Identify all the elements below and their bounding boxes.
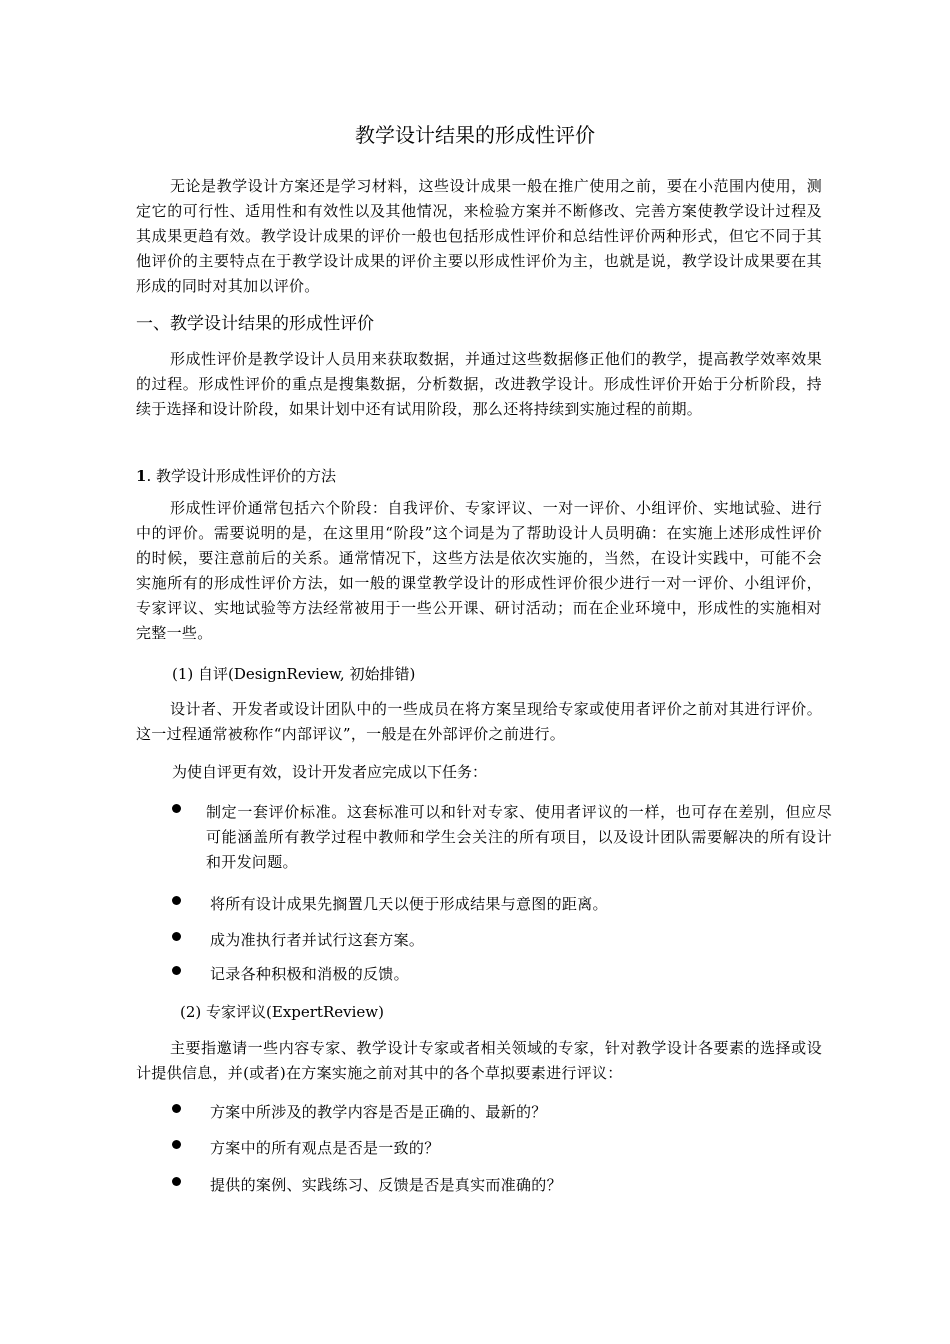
- bullet-icon: [172, 932, 181, 941]
- list-item: [172, 928, 832, 953]
- list-item-text: 方案中所涉及的教学内容是否是正确的、最新的？: [210, 1103, 547, 1121]
- item2-paragraph: 主要指邀请一些内容专家、教学设计专家或者相关领域的专家，针对教学设计各要素的选择或设计提供信息，并(或者)在方案实施之前对其中的各个草拟要素进行评议：: [136, 1039, 822, 1082]
- subsection-paragraph: 形成性评价通常包括六个阶段：自我评价、专家评议、一对一评价、小组评价、实地试验、进行中的评价。需要说明的是，在这里用“阶段”这个词是为了帮助设计人员明确：在实施上述形成性评价的时候，要注意前后的关系。通常情况下，这些方法是依次实施的，当然，在设计实践中，可能不会实施所有的形成性评价方法，如一般的课堂教学设计的形成性评价很少进行一对一评价、小组评价，专家评议、实地试验等方法经常被用于一些公开课、研讨活动；而在企业环境中，形成性的实施相对完整一些。: [136, 499, 822, 642]
- list-item: [172, 1100, 832, 1125]
- section-paragraph: 形成性评价是教学设计人员用来获取数据，并通过这些数据修正他们的教学，提高教学效率效果的过程。形成性评价的重点是搜集数据，分析数据，改进教学设计。形成性评价开始于分析阶段，持续于选择和设计阶段，如果计划中还有试用阶段，那么还将持续到实施过程的前期。: [136, 350, 822, 418]
- subsection-heading: [136, 464, 336, 488]
- list-item: [172, 1173, 832, 1198]
- subsection-heading-text: . 教学设计形成性评价的方法: [146, 467, 336, 485]
- item1-paragraph: 设计者、开发者或设计团队中的一些成员在将方案呈现给专家或使用者评价之前对其进行评价。这一过程通常被称作“内部评议”，一般是在外部评价之前进行。: [136, 700, 822, 743]
- list-item: [172, 1136, 832, 1161]
- bullet-icon: [172, 896, 181, 905]
- list-item: [172, 800, 832, 878]
- item1-lead: 为使自评更有效，设计开发者应完成以下任务：: [172, 763, 488, 781]
- list-item-text: 将所有设计成果先搁置几天以便于形成结果与意图的距离。: [210, 895, 608, 913]
- list-item: [172, 962, 832, 987]
- list-item-text: 提供的案例、实践练习、反馈是否是真实而准确的？: [210, 1176, 562, 1194]
- subsection-number: 1: [136, 467, 147, 485]
- list-item-text: 方案中的所有观点是否是一致的？: [210, 1139, 440, 1157]
- bullet-icon: [172, 1104, 181, 1113]
- bullet-icon: [172, 966, 181, 975]
- bullet-icon: [172, 1140, 181, 1149]
- list-item-text: 制定一套评价标准。这套标准可以和针对专家、使用者评议的一样，也可存在差别，但应尽可能涵盖所有教学过程中教师和学生会关注的所有项目，以及设计团队需要解决的所有设计和开发问题。: [206, 803, 832, 871]
- bullet-icon: [172, 1177, 181, 1186]
- section-heading: 一、教学设计结果的形成性评价: [136, 314, 374, 334]
- intro-paragraph: 无论是教学设计方案还是学习材料，这些设计成果一般在推广使用之前，要在小范围内使用，测定它的可行性、适用性和有效性以及其他情况，来检验方案并不断修改、完善方案使教学设计过程及其成果更趋有效。教学设计成果的评价一般也包括形成性评价和总结性评价两种形式，但它不同于其他评价的主要特点在于教学设计成果的评价主要以形成性评价为主，也就是说，教学设计成果要在其形成的同时对其加以评价。: [136, 177, 822, 295]
- document-title: 教学设计结果的形成性评价: [355, 123, 595, 147]
- item2-heading: (2) 专家评议(ExpertReview): [180, 1003, 384, 1021]
- list-item-text: 记录各种积极和消极的反馈。: [210, 965, 409, 983]
- bullet-icon: [172, 804, 181, 813]
- list-item: [172, 892, 832, 917]
- list-item-text: 成为准执行者并试行这套方案。: [210, 931, 425, 949]
- item1-heading: (1) 自评(DesignReview, 初始排错): [172, 665, 416, 683]
